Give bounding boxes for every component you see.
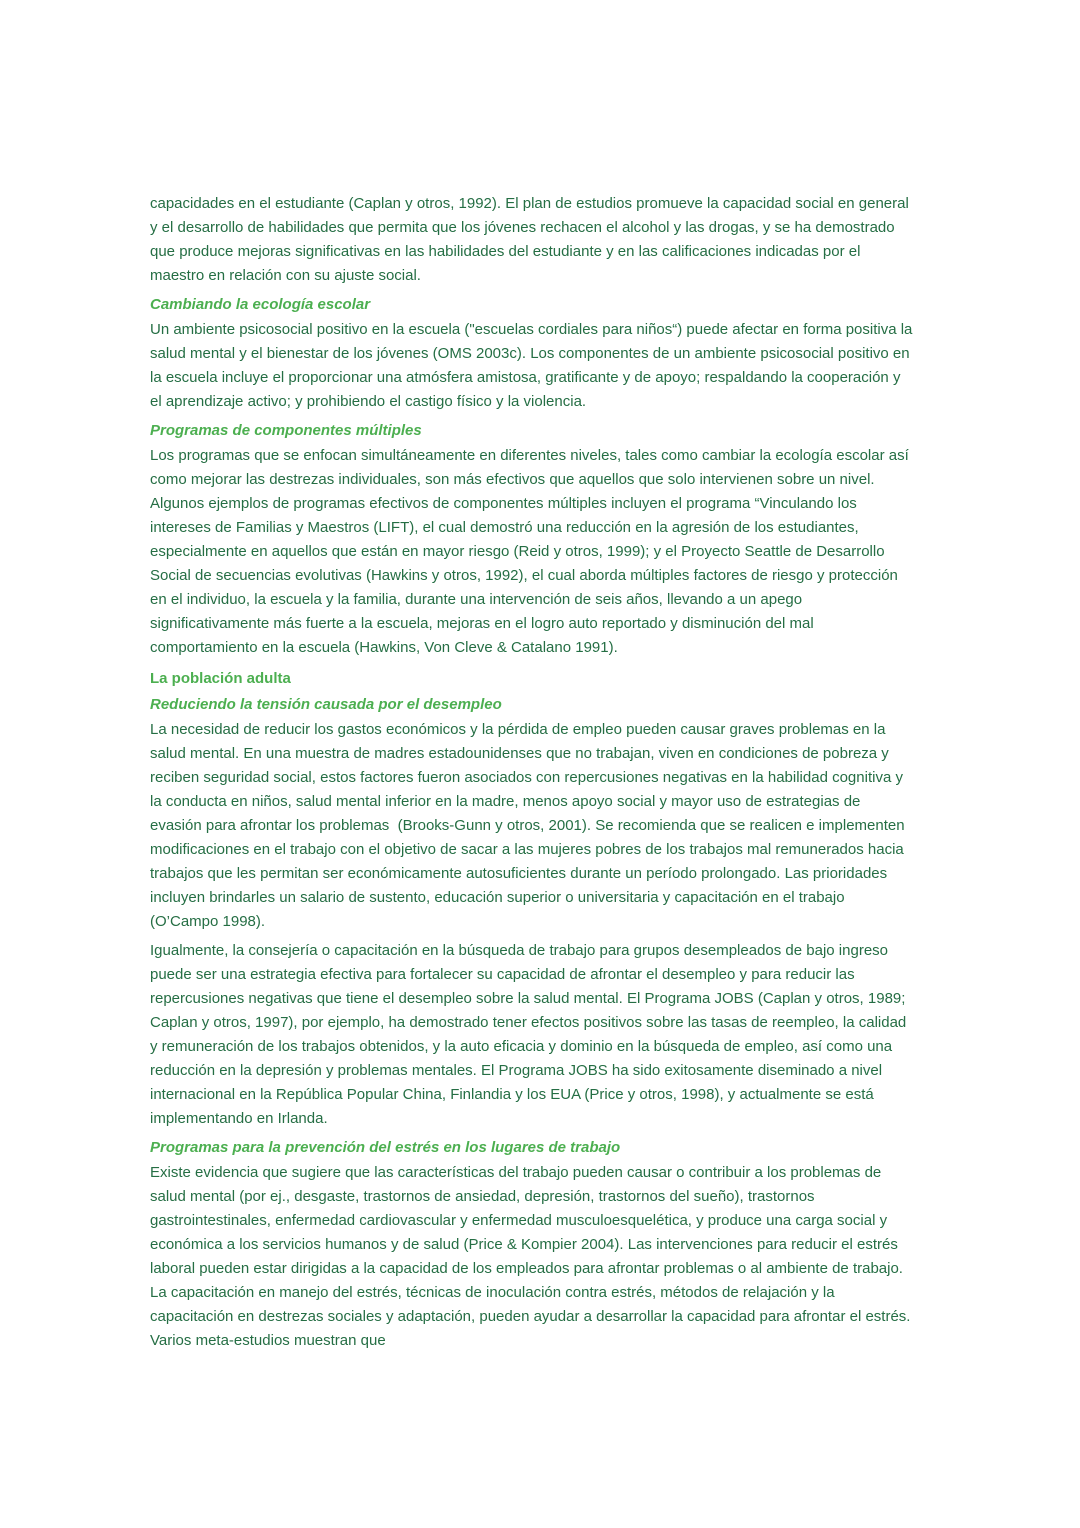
- sub-heading: Reduciendo la tensión causada por el desempleo: [150, 696, 502, 713]
- document-body: [150, 192, 919, 1358]
- paragraph: Los programas que se enfocan simultáneamente en diferentes niveles, tales como cambiar la ecología escolar así como mejorar las destrezas individuales, son más efectivos que aquellos que solo intervienen sobre un nivel. Algunos ejemplos de programas efectivos de componentes múltiples incluyen el programa “Vinculando los intereses de Familias y Maestros (LIFT), el cual demostró una reducción en la agresión de los estudiantes, especialmente en aquellos que están en mayor riesgo (Reid y otros, 1999); y el Proyecto Seattle de Desarrollo Social de secuencias evolutivas (Hawkins y otros, 1992), el cual aborda múltiples factores de riesgo y protección en el individuo, la escuela y la familia, durante una intervención de seis años, llevando a un apego significativamente más fuerte a la escuela, mejoras en el logro auto reportado y disminución del mal comportamiento en la escuela (Hawkins, Von Cleve & Catalano 1991).: [150, 447, 913, 656]
- paragraph: Un ambiente psicosocial positivo en la escuela ("escuelas cordiales para niños“) puede afectar en forma positiva la salud mental y el bienestar de los jóvenes (OMS 2003c). Los componentes de un ambiente psicosocial positivo en la escuela incluye el proporcionar una atmósfera amistosa, gratificante y de apoyo; respaldando la cooperación y el aprendizaje activo; y prohibiendo el castigo físico y la violencia.: [150, 321, 917, 410]
- section-heading: La población adulta: [150, 670, 291, 687]
- paragraph: La necesidad de reducir los gastos económicos y la pérdida de empleo pueden causar graves problemas en la salud mental. En una muestra de madres estadounidenses que no trabajan, viven en condiciones de pobreza y reciben seguridad social, estos factores fueron asociados con repercusiones negativas en la habilidad cognitiva y la conducta en niños, salud mental inferior en la madre, menos apoyo social y mayor uso de estrategias de evasión para afrontar los problemas (Brooks-Gunn y otros, 2001). Se recomienda que se realicen e implementen modificaciones en el trabajo con el objetivo de sacar a las mujeres pobres de los trabajos mal remunerados hacia trabajos que les permitan ser económicamente autosuficientes durante un período prolongado. Las prioridades incluyen brindarles un salario de sustento, educación superior o universitaria y capacitación en el trabajo (O’Campo 1998).: [150, 721, 909, 930]
- paragraph: capacidades en el estudiante (Caplan y otros, 1992). El plan de estudios promueve la capacidad social en general y el desarrollo de habilidades que permita que los jóvenes rechacen el alcohol y las drogas, y se ha demostrado que produce mejoras significativas en las habilidades del estudiante y en las calificaciones indicadas por el maestro en relación con su ajuste social.: [150, 195, 913, 284]
- sub-heading: Cambiando la ecología escolar: [150, 296, 371, 313]
- paragraph: Igualmente, la consejería o capacitación en la búsqueda de trabajo para grupos desempleados de bajo ingreso puede ser una estrategia efectiva para fortalecer su capacidad de afrontar el desempleo y para reducir las repercusiones negativas que tiene el desempleo sobre la salud mental. El Programa JOBS (Caplan y otros, 1989; Caplan y otros, 1997), por ejemplo, ha demostrado tener efectos positivos sobre las tasas de reempleo, la calidad y remuneración de los trabajos obtenidos, y la auto eficacia y dominio en la búsqueda de empleo, así como una reducción en la depresión y problemas mentales. El Programa JOBS ha sido exitosamente diseminado a nivel internacional en la República Popular China, Finlandia y los EUA (Price y otros, 1998), y actualmente se está implementando en Irlanda.: [150, 942, 911, 1127]
- sub-heading: Programas para la prevención del estrés en los lugares de trabajo: [150, 1139, 621, 1156]
- sub-heading: Programas de componentes múltiples: [150, 422, 422, 439]
- paragraph: Existe evidencia que sugiere que las características del trabajo pueden causar o contribuir a los problemas de salud mental (por ej., desgaste, trastornos de ansiedad, depresión, trastornos del sueño), trastornos gastrointestinales, enfermedad cardiovascular y enfermedad musculoesquelética, y produce una carga social y económica a los servicios humanos y de salud (Price & Kompier 2004). Las intervenciones para reducir el estrés laboral pueden estar dirigidas a la capacidad de los empleados para afrontar problemas o al ambiente de trabajo. La capacitación en manejo del estrés, técnicas de inoculación contra estrés, métodos de relajación y la capacitación en destrezas sociales y adaptación, pueden ayudar a desarrollar la capacidad para afrontar el estrés. Varios meta-estudios muestran que: [150, 1164, 919, 1349]
